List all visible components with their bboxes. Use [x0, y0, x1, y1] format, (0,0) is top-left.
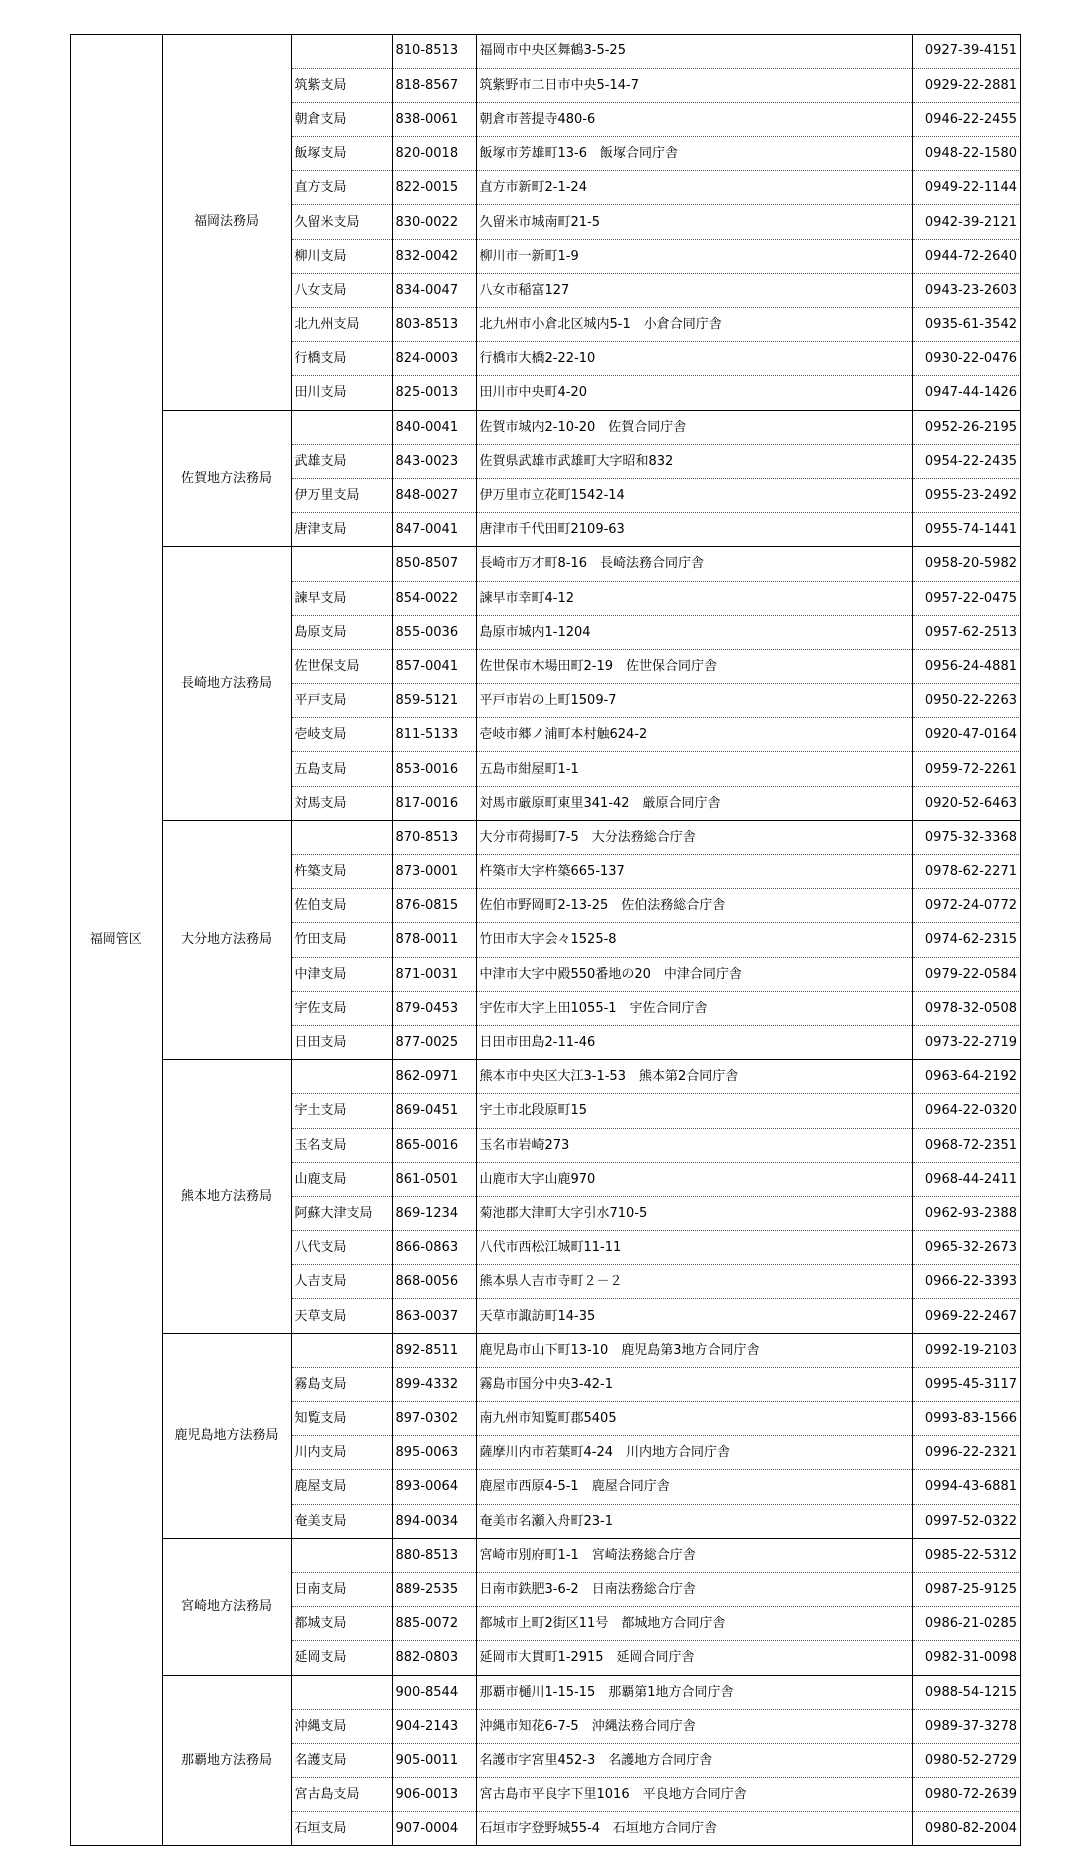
postal-code: 905-0011	[392, 1743, 476, 1777]
branch-name: 八代支局	[291, 1231, 392, 1265]
postal-code: 843-0023	[392, 444, 476, 478]
postal-code: 876-0815	[392, 889, 476, 923]
branch-name	[291, 820, 392, 854]
branch-name: 都城支局	[291, 1607, 392, 1641]
branch-name: 霧島支局	[291, 1367, 392, 1401]
phone-number: 0957-62-2513	[912, 615, 1021, 649]
postal-code: 870-8513	[392, 820, 476, 854]
postal-code: 895-0063	[392, 1436, 476, 1470]
branch-name: 人吉支局	[291, 1265, 392, 1299]
office-directory-body	[70, 34, 1021, 1846]
postal-code: 879-0453	[392, 991, 476, 1025]
office-address: 佐賀県武雄市武雄町大字昭和832	[476, 444, 912, 478]
phone-number: 0943-23-2603	[912, 273, 1021, 307]
bureau-name: 那覇地方法務局	[162, 1675, 291, 1846]
postal-code: 825-0013	[392, 376, 476, 410]
branch-name	[291, 34, 392, 68]
branch-name	[291, 1333, 392, 1367]
bureau-name: 熊本地方法務局	[162, 1060, 291, 1334]
branch-name	[291, 1060, 392, 1094]
office-address: 福岡市中央区舞鶴3-5-25	[476, 34, 912, 68]
office-address: 長崎市万才町8-16 長崎法務合同庁舎	[476, 547, 912, 581]
postal-code: 906-0013	[392, 1778, 476, 1812]
phone-number: 0955-74-1441	[912, 513, 1021, 547]
postal-code: 811-5133	[392, 718, 476, 752]
postal-code: 878-0011	[392, 923, 476, 957]
postal-code: 818-8567	[392, 68, 476, 102]
office-address: 日南市鉄肥3-6-2 日南法務総合庁舎	[476, 1572, 912, 1606]
phone-number: 0989-37-3278	[912, 1709, 1021, 1743]
office-address: 沖縄市知花6-7-5 沖縄法務合同庁舎	[476, 1709, 912, 1743]
phone-number: 0975-32-3368	[912, 820, 1021, 854]
branch-name	[291, 547, 392, 581]
office-address: 竹田市大字会々1525-8	[476, 923, 912, 957]
office-address: 宮古島市平良字下里1016 平良地方合同庁舎	[476, 1778, 912, 1812]
office-address: 島原市城内1-1204	[476, 615, 912, 649]
branch-name	[291, 410, 392, 444]
postal-code: 900-8544	[392, 1675, 476, 1709]
office-address: 佐伯市野岡町2-13-25 佐伯法務総合庁舎	[476, 889, 912, 923]
branch-name: 奄美支局	[291, 1504, 392, 1538]
phone-number: 0929-22-2881	[912, 68, 1021, 102]
phone-number: 0994-43-6881	[912, 1470, 1021, 1504]
branch-name	[291, 1538, 392, 1572]
branch-name	[291, 1675, 392, 1709]
postal-code: 899-4332	[392, 1367, 476, 1401]
office-address: 諫早市幸町4-12	[476, 581, 912, 615]
office-address: 佐世保市木場田町2-19 佐世保合同庁舎	[476, 649, 912, 683]
phone-number: 0978-32-0508	[912, 991, 1021, 1025]
bureau-name: 福岡法務局	[162, 34, 291, 410]
postal-code: 889-2535	[392, 1572, 476, 1606]
postal-code: 907-0004	[392, 1812, 476, 1846]
phone-number: 0980-72-2639	[912, 1778, 1021, 1812]
office-address: 平戸市岩の上町1509-7	[476, 684, 912, 718]
office-row	[70, 547, 1021, 581]
phone-number: 0972-24-0772	[912, 889, 1021, 923]
branch-name: 唐津支局	[291, 513, 392, 547]
postal-code: 847-0041	[392, 513, 476, 547]
office-address: 石垣市字登野城55-4 石垣地方合同庁舎	[476, 1812, 912, 1846]
branch-name: 飯塚支局	[291, 137, 392, 171]
postal-code: 862-0971	[392, 1060, 476, 1094]
postal-code: 869-1234	[392, 1196, 476, 1230]
office-address: 宇佐市大字上田1055-1 宇佐合同庁舎	[476, 991, 912, 1025]
branch-name: 日田支局	[291, 1025, 392, 1059]
postal-code: 882-0803	[392, 1641, 476, 1675]
postal-code: 859-5121	[392, 684, 476, 718]
office-address: 鹿屋市西原4-5-1 鹿屋合同庁舎	[476, 1470, 912, 1504]
office-row	[70, 1675, 1021, 1709]
postal-code: 869-0451	[392, 1094, 476, 1128]
office-address: 筑紫野市二日市中央5-14-7	[476, 68, 912, 102]
phone-number: 0982-31-0098	[912, 1641, 1021, 1675]
phone-number: 0927-39-4151	[912, 34, 1021, 68]
branch-name: 柳川支局	[291, 239, 392, 273]
postal-code: 834-0047	[392, 273, 476, 307]
postal-code: 861-0501	[392, 1162, 476, 1196]
phone-number: 0987-25-9125	[912, 1572, 1021, 1606]
postal-code: 854-0022	[392, 581, 476, 615]
postal-code: 855-0036	[392, 615, 476, 649]
branch-name: 行橋支局	[291, 342, 392, 376]
phone-number: 0920-52-6463	[912, 786, 1021, 820]
phone-number: 0997-52-0322	[912, 1504, 1021, 1538]
branch-name: 八女支局	[291, 273, 392, 307]
office-address: 久留米市城南町21-5	[476, 205, 912, 239]
office-row	[70, 410, 1021, 444]
office-address: 那覇市樋川1-15-15 那覇第1地方合同庁舎	[476, 1675, 912, 1709]
postal-code: 865-0016	[392, 1128, 476, 1162]
branch-name: 杵築支局	[291, 855, 392, 889]
phone-number: 0948-22-1580	[912, 137, 1021, 171]
branch-name: 佐世保支局	[291, 649, 392, 683]
postal-code: 850-8507	[392, 547, 476, 581]
branch-name: 延岡支局	[291, 1641, 392, 1675]
office-address: 名護市字宮里452-3 名護地方合同庁舎	[476, 1743, 912, 1777]
office-address: 都城市上町2街区11号 都城地方合同庁舎	[476, 1607, 912, 1641]
phone-number: 0955-23-2492	[912, 478, 1021, 512]
office-address: 伊万里市立花町1542-14	[476, 478, 912, 512]
postal-code: 877-0025	[392, 1025, 476, 1059]
office-address: 奄美市名瀬入舟町23-1	[476, 1504, 912, 1538]
phone-number: 0980-52-2729	[912, 1743, 1021, 1777]
bureau-name: 宮崎地方法務局	[162, 1538, 291, 1675]
phone-number: 0978-62-2271	[912, 855, 1021, 889]
phone-number: 0944-72-2640	[912, 239, 1021, 273]
postal-code: 848-0027	[392, 478, 476, 512]
branch-name: 阿蘇大津支局	[291, 1196, 392, 1230]
phone-number: 0988-54-1215	[912, 1675, 1021, 1709]
postal-code: 866-0863	[392, 1231, 476, 1265]
office-row	[70, 34, 1021, 68]
office-address: 中津市大字中殿550番地の20 中津合同庁舎	[476, 957, 912, 991]
postal-code: 830-0022	[392, 205, 476, 239]
branch-name: 平戸支局	[291, 684, 392, 718]
phone-number: 0920-47-0164	[912, 718, 1021, 752]
office-row	[70, 1538, 1021, 1572]
phone-number: 0946-22-2455	[912, 102, 1021, 136]
postal-code: 824-0003	[392, 342, 476, 376]
office-address: 対馬市厳原町東里341-42 厳原合同庁舎	[476, 786, 912, 820]
office-address: 飯塚市芳雄町13-6 飯塚合同庁舎	[476, 137, 912, 171]
branch-name: 五島支局	[291, 752, 392, 786]
postal-code: 838-0061	[392, 102, 476, 136]
phone-number: 0947-44-1426	[912, 376, 1021, 410]
office-address: 山鹿市大字山鹿970	[476, 1162, 912, 1196]
postal-code: 880-8513	[392, 1538, 476, 1572]
bureau-name: 長崎地方法務局	[162, 547, 291, 821]
phone-number: 0964-22-0320	[912, 1094, 1021, 1128]
branch-name: 伊万里支局	[291, 478, 392, 512]
phone-number: 0974-62-2315	[912, 923, 1021, 957]
phone-number: 0968-44-2411	[912, 1162, 1021, 1196]
office-address: 南九州市知覧町郡5405	[476, 1402, 912, 1436]
postal-code: 894-0034	[392, 1504, 476, 1538]
phone-number: 0993-83-1566	[912, 1402, 1021, 1436]
postal-code: 822-0015	[392, 171, 476, 205]
postal-code: 897-0302	[392, 1402, 476, 1436]
office-row	[70, 1333, 1021, 1367]
phone-number: 0949-22-1144	[912, 171, 1021, 205]
postal-code: 840-0041	[392, 410, 476, 444]
branch-name: 筑紫支局	[291, 68, 392, 102]
office-address: 柳川市一新町1-9	[476, 239, 912, 273]
postal-code: 817-0016	[392, 786, 476, 820]
phone-number: 0966-22-3393	[912, 1265, 1021, 1299]
branch-name: 竹田支局	[291, 923, 392, 957]
phone-number: 0968-72-2351	[912, 1128, 1021, 1162]
office-address: 唐津市千代田町2109-63	[476, 513, 912, 547]
office-address: 天草市諏訪町14-35	[476, 1299, 912, 1333]
office-address: 玉名市岩崎273	[476, 1128, 912, 1162]
branch-name: 天草支局	[291, 1299, 392, 1333]
branch-name: 山鹿支局	[291, 1162, 392, 1196]
office-address: 佐賀市城内2-10-20 佐賀合同庁舎	[476, 410, 912, 444]
office-address: 宮崎市別府町1-1 宮崎法務総合庁舎	[476, 1538, 912, 1572]
phone-number: 0973-22-2719	[912, 1025, 1021, 1059]
office-address: 五島市紺屋町1-1	[476, 752, 912, 786]
office-address: 八代市西松江城町11-11	[476, 1231, 912, 1265]
branch-name: 玉名支局	[291, 1128, 392, 1162]
office-address: 延岡市大貫町1-2915 延岡合同庁舎	[476, 1641, 912, 1675]
postal-code: 885-0072	[392, 1607, 476, 1641]
office-address: 壱岐市郷ノ浦町本村触624-2	[476, 718, 912, 752]
phone-number: 0969-22-2467	[912, 1299, 1021, 1333]
branch-name: 石垣支局	[291, 1812, 392, 1846]
postal-code: 853-0016	[392, 752, 476, 786]
branch-name: 佐伯支局	[291, 889, 392, 923]
branch-name: 朝倉支局	[291, 102, 392, 136]
phone-number: 0963-64-2192	[912, 1060, 1021, 1094]
office-address: 鹿児島市山下町13-10 鹿児島第3地方合同庁舎	[476, 1333, 912, 1367]
branch-name: 宇土支局	[291, 1094, 392, 1128]
office-address: 日田市田島2-11-46	[476, 1025, 912, 1059]
phone-number: 0942-39-2121	[912, 205, 1021, 239]
postal-code: 803-8513	[392, 308, 476, 342]
phone-number: 0962-93-2388	[912, 1196, 1021, 1230]
branch-name: 壱岐支局	[291, 718, 392, 752]
postal-code: 857-0041	[392, 649, 476, 683]
phone-number: 0952-26-2195	[912, 410, 1021, 444]
postal-code: 810-8513	[392, 34, 476, 68]
phone-number: 0956-24-4881	[912, 649, 1021, 683]
office-address: 直方市新町2-1-24	[476, 171, 912, 205]
branch-name: 田川支局	[291, 376, 392, 410]
office-address: 八女市稲富127	[476, 273, 912, 307]
postal-code: 832-0042	[392, 239, 476, 273]
branch-name: 対馬支局	[291, 786, 392, 820]
bureau-name: 鹿児島地方法務局	[162, 1333, 291, 1538]
phone-number: 0965-32-2673	[912, 1231, 1021, 1265]
postal-code: 873-0001	[392, 855, 476, 889]
branch-name: 久留米支局	[291, 205, 392, 239]
postal-code: 892-8511	[392, 1333, 476, 1367]
bureau-name: 大分地方法務局	[162, 820, 291, 1059]
branch-name: 武雄支局	[291, 444, 392, 478]
phone-number: 0954-22-2435	[912, 444, 1021, 478]
branch-name: 島原支局	[291, 615, 392, 649]
phone-number: 0979-22-0584	[912, 957, 1021, 991]
office-directory-table	[70, 34, 1021, 1846]
branch-name: 宇佐支局	[291, 991, 392, 1025]
phone-number: 0986-21-0285	[912, 1607, 1021, 1641]
office-address: 朝倉市菩提寺480-6	[476, 102, 912, 136]
branch-name: 鹿屋支局	[291, 1470, 392, 1504]
branch-name: 日南支局	[291, 1572, 392, 1606]
postal-code: 904-2143	[392, 1709, 476, 1743]
phone-number: 0992-19-2103	[912, 1333, 1021, 1367]
postal-code: 868-0056	[392, 1265, 476, 1299]
branch-name: 宮古島支局	[291, 1778, 392, 1812]
branch-name: 知覧支局	[291, 1402, 392, 1436]
phone-number: 0930-22-0476	[912, 342, 1021, 376]
office-address: 大分市荷揚町7-5 大分法務総合庁舎	[476, 820, 912, 854]
office-row	[70, 820, 1021, 854]
phone-number: 0995-45-3117	[912, 1367, 1021, 1401]
branch-name: 沖縄支局	[291, 1709, 392, 1743]
office-address: 田川市中央町4-20	[476, 376, 912, 410]
branch-name: 諫早支局	[291, 581, 392, 615]
office-address: 熊本市中央区大江3-1-53 熊本第2合同庁舎	[476, 1060, 912, 1094]
phone-number: 0950-22-2263	[912, 684, 1021, 718]
office-address: 菊池郡大津町大字引水710-5	[476, 1196, 912, 1230]
phone-number: 0958-20-5982	[912, 547, 1021, 581]
office-address: 行橋市大橋2-22-10	[476, 342, 912, 376]
office-address: 熊本県人吉市寺町２－２	[476, 1265, 912, 1299]
branch-name: 名護支局	[291, 1743, 392, 1777]
phone-number: 0996-22-2321	[912, 1436, 1021, 1470]
phone-number: 0980-82-2004	[912, 1812, 1021, 1846]
office-address: 霧島市国分中央3-42-1	[476, 1367, 912, 1401]
postal-code: 820-0018	[392, 137, 476, 171]
office-address: 杵築市大字杵築665-137	[476, 855, 912, 889]
postal-code: 871-0031	[392, 957, 476, 991]
postal-code: 863-0037	[392, 1299, 476, 1333]
office-address: 北九州市小倉北区城内5-1 小倉合同庁舎	[476, 308, 912, 342]
region-name: 福岡管区	[70, 34, 162, 1846]
bureau-name: 佐賀地方法務局	[162, 410, 291, 547]
branch-name: 中津支局	[291, 957, 392, 991]
branch-name: 直方支局	[291, 171, 392, 205]
postal-code: 893-0064	[392, 1470, 476, 1504]
phone-number: 0985-22-5312	[912, 1538, 1021, 1572]
office-address: 薩摩川内市若葉町4-24 川内地方合同庁舎	[476, 1436, 912, 1470]
branch-name: 川内支局	[291, 1436, 392, 1470]
office-address: 宇土市北段原町15	[476, 1094, 912, 1128]
phone-number: 0959-72-2261	[912, 752, 1021, 786]
phone-number: 0935-61-3542	[912, 308, 1021, 342]
branch-name: 北九州支局	[291, 308, 392, 342]
office-row	[70, 1060, 1021, 1094]
phone-number: 0957-22-0475	[912, 581, 1021, 615]
